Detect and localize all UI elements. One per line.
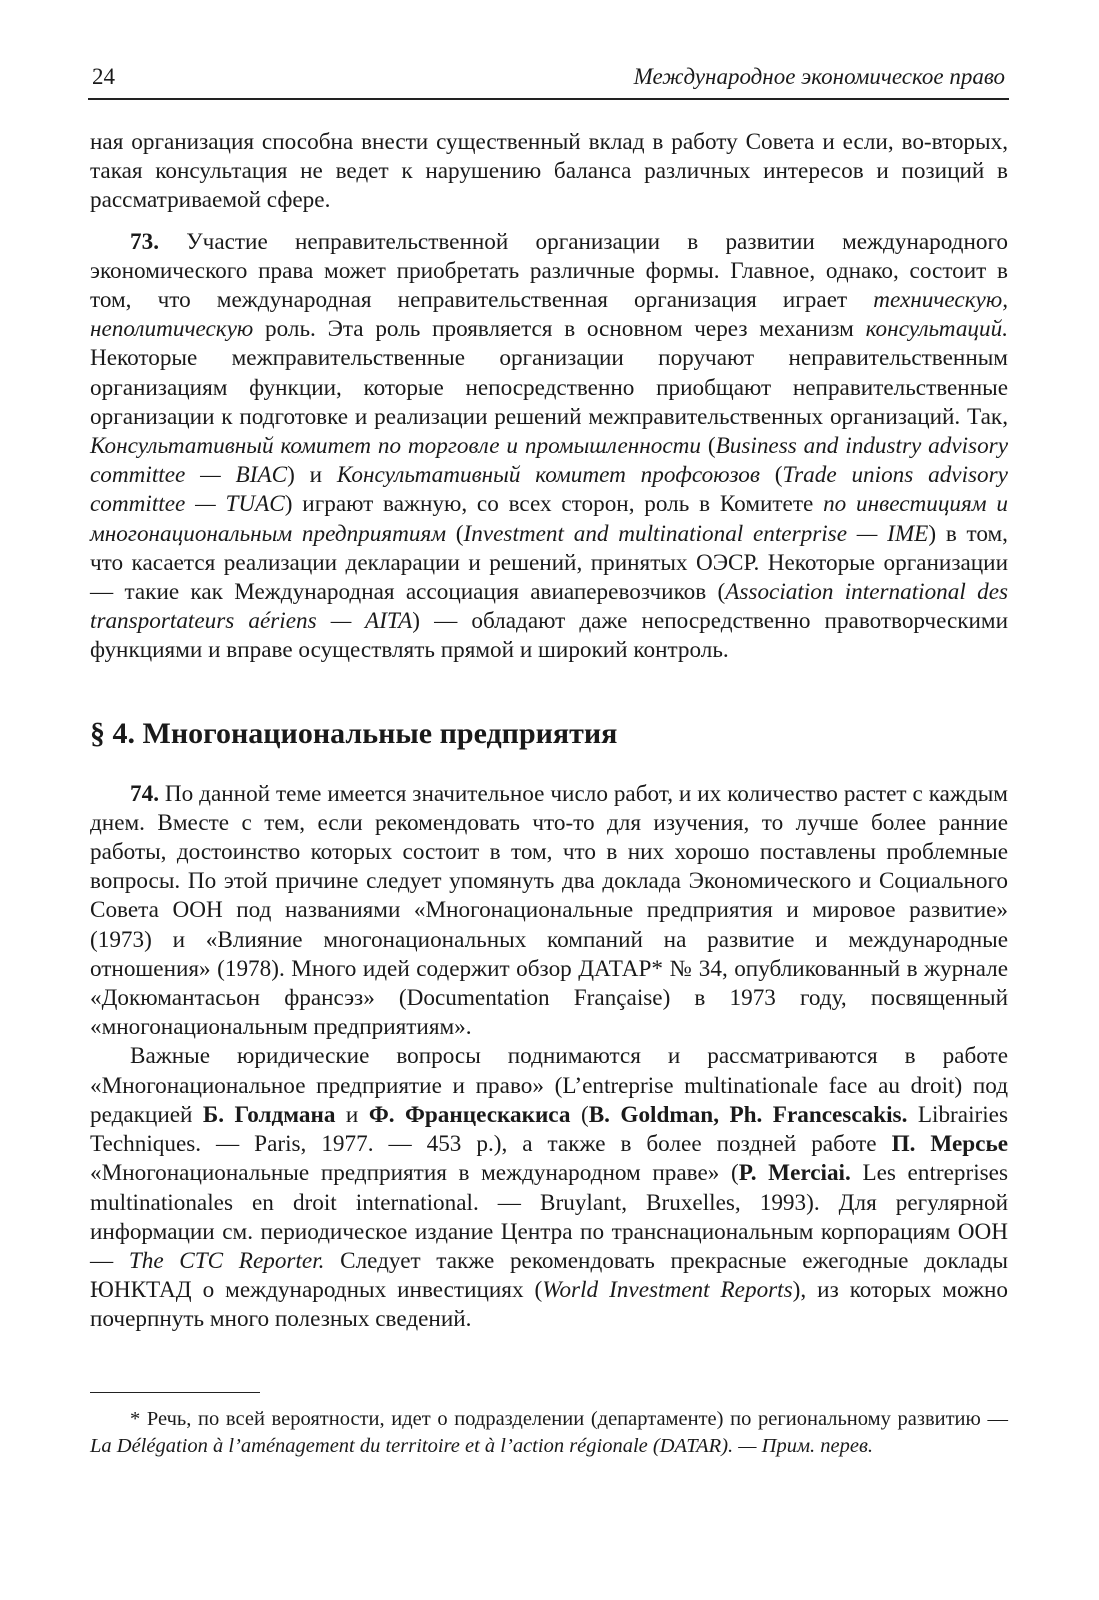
text-run: и — [335, 1101, 369, 1128]
paragraph-75 — [90, 1042, 1008, 1334]
running-header — [88, 64, 1009, 100]
italic-run: Investment and multinational enterprise — IME — [463, 520, 929, 547]
paragraph-73 — [90, 228, 1008, 666]
text-run: Участие неправительственной организации в развитии международного экономического права может приобретать различные формы. Главное, однако, состоит в том, что международная неправительственная организация играет — [90, 228, 1008, 314]
italic-run: La Délégation à l’aménagement du territoire et à l’action régionale (DATAR). — Прим. перев. — [90, 1435, 873, 1457]
main-text — [90, 128, 1008, 1335]
italic-run: Консультативный комитет по торговле и промышленности — [90, 433, 701, 460]
italic-run: консультаций. — [865, 316, 1008, 343]
footnote-text — [90, 1406, 1008, 1460]
italic-run: World Investment Reports — [542, 1277, 793, 1304]
italic-run: Консультативный комитет профсоюзов — [336, 462, 760, 489]
text-run: ) в том, что касается реализации декларации и решений, принятых ОЭСР. Некоторые организации — такие как Международная ассоциация авиаперевозчиков ( — [90, 520, 1008, 606]
text-run: ) и — [287, 462, 337, 489]
author-name: P. Merciai. — [738, 1160, 851, 1187]
text-run: ( — [570, 1101, 589, 1128]
paragraph-74 — [90, 780, 1008, 1043]
page-number: 24 — [92, 64, 115, 89]
paragraph-number: 73. — [130, 228, 159, 255]
text-run: ( — [759, 462, 783, 489]
italic-run: по инвестициям и многонациональным предприятиям — [90, 491, 1008, 547]
italic-run: The CTC Reporter. — [128, 1247, 325, 1274]
italic-run: Trade unions advisory committee — TUAC — [90, 462, 1008, 518]
italic-run: техническую, неполитическую — [90, 287, 1008, 343]
text-run: «Многонациональные предприятия в международном праве» ( — [90, 1160, 739, 1187]
text-run: По данной теме имеется значительное число работ, и их количество растет с каждым днем. Вместе с тем, если рекомендовать что-то для изучения, то лучше более ранние работы, достоинство которых состоит в том, что в них хорошо поставлены проблемные вопросы. По этой причине следует упомянуть два доклада Экономического и Социального Совета ООН под названиями «Многонациональные предприятия и мировое развитие» (1973) и «Влияние многонациональных компаний на развитие и международные отношения» (1978). Много идей содержит обзор ДАТАР* № 34, опубликованный в журнале «Докюмантасьон франсэз» (Documentation Française) в 1973 году, посвященный «многонациональным предприятиям». — [90, 780, 1008, 1041]
author-name: Ф. Францескакиса — [368, 1101, 571, 1128]
text-run: Les entreprises multinationales en droit international. — Bruylant, Bruxelles, 1993). Для регулярной информации см. периодическое издание Центра по транснациональным корпорациям ООН — — [90, 1160, 1008, 1274]
paragraph-text: ная организация способна внести существенный вклад в работу Совета и если, во-вторых, такая консультация не ведет к нарушению баланса различных интересов и позиций в рассматриваемой сфере. — [90, 129, 1008, 214]
paragraph-continuation — [90, 128, 1008, 216]
running-title: Международное экономическое право — [633, 64, 1005, 89]
text-run: Следует также рекомендовать прекрасные ежегодные доклады ЮНКТАД о международных инвестициях ( — [90, 1247, 1009, 1304]
text-run: ) — обладают даже непосредственно правотворческими функциями и вправе осуществлять прямой и широкий контроль. — [90, 608, 1009, 664]
text-run: Librairies Techniques. — Paris, 1977. — 453 p.), а также в более поздней работе — [90, 1101, 1008, 1158]
italic-run: Business and industry advisory committee — BIAC — [90, 433, 1008, 489]
text-run: ( — [701, 433, 716, 460]
author-name: П. Мерсье — [891, 1131, 1008, 1158]
text-run: роль. Эта роль проявляется в основном через механизм — [253, 316, 866, 343]
author-name: B. Goldman, Ph. Francescakis. — [588, 1101, 908, 1128]
text-run: ( — [446, 520, 464, 547]
text-run: ) играют важную, со всех сторон, роль в Комитете — [284, 491, 824, 518]
footnote-divider — [90, 1392, 260, 1393]
footnote — [90, 1406, 1008, 1460]
author-name: Б. Голдмана — [202, 1101, 336, 1128]
text-run: ), из которых можно почерпнуть много полезных сведений. — [90, 1277, 1008, 1333]
paragraph-number: 74. — [130, 780, 159, 807]
text-run: Некоторые межправительственные организации поручают неправительственным организациям функции, которые непосредственно приобщают неправительственные организации к подготовке и реализации решений межправительственных организаций. Так, — [90, 345, 1008, 430]
italic-run: Association international des transportateurs aériens — AITA — [90, 579, 1009, 635]
section-heading: § 4. Многонациональные предприятия — [90, 716, 618, 750]
text-run: * Речь, по всей вероятности, идет о подразделении (департаменте) по региональному развитию — — [130, 1408, 1008, 1430]
text-run: Важные юридические вопросы поднимаются и рассматриваются в работе «Многонациональное предприятие и право» (L’entreprise multinationale face au droit) под редакцией — [90, 1043, 1008, 1128]
